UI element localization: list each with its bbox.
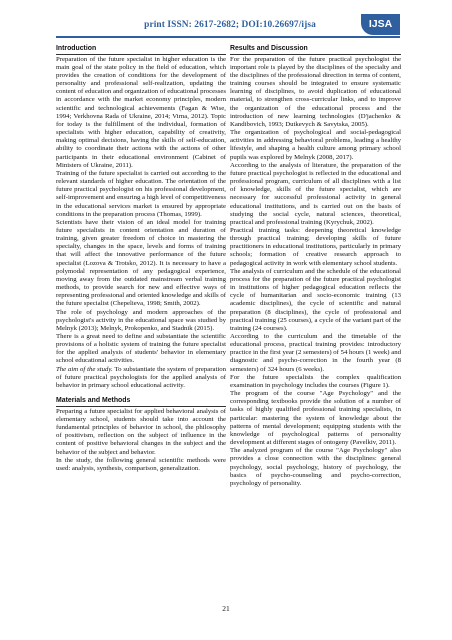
header-rule	[56, 36, 400, 38]
methods-paragraph-2: In the study, the following general scientific methods were used: analysis, synthesis, comparison, generalization.	[56, 456, 226, 472]
results-paragraph-7: For the future specialists the complex qualification examination in psychology includes the courses (Figure 1).	[230, 373, 401, 389]
results-paragraph-4: Practical training tasks: deepening theoretical knowledge through practical training; developing skills of future practitioners in educational institutions, particularly in primary schools; formation of creative research approach to pedagogical activity in work with elementary school students.	[230, 226, 401, 267]
section-gap	[56, 390, 226, 397]
introduction-heading: Introduction	[56, 45, 226, 55]
results-paragraph-1: For the preparation of the future practical psychologist the important role is played by the disciplines of the specialty and the disciplines of the professional direction in terms of content, training courses should be integrated to ensure systematic learning of disciplines, to avoid duplication of educational material, to strengthen cross-curricular links, and to improve the organization of the educational process and the introduction of new learning technologies (D'jachenko & Kandibovich, 1993; Dutkevych & Savytska, 2005).	[230, 55, 401, 128]
aim-text: To substantiate the system of preparation of future practical psychologists for the applied analysis of behavior in primary school educational activity.	[56, 365, 226, 389]
results-discussion-heading: Results and Discussion	[230, 45, 401, 55]
results-paragraph-5: The analysis of curriculum and the schedule of the educational process for the preparation of the future practical psychologist in institutions of higher pedagogical education reflects the cycle of humanitarian and socio-economic training (13 academic disciplines), the cycle of scientific and natural preparation (8 disciplines), the cycle of professional and practical training (25 courses), a cycle of the variant part of the training (24 courses).	[230, 267, 401, 332]
issn-doi-line: print ISSN: 2617-2682; DOI:10.26697/ijsa	[144, 20, 316, 30]
results-paragraph-3: According to the analysis of literature, the preparation of the future practical psychologist is reflected in the educational and professional program, curriculum of all disciplines with a list of knowledge, skills of the future specialist, which are necessary for successful professional activity in general educational institutions, and is carried out on the basis of studying the social cycle, natural sciences, theoretical, practical and professional training (Kyrychuk, 2002).	[230, 161, 401, 226]
results-paragraph-2: The organization of psychological and social-pedagogical activities in addressing behavioral problems, leading a healthy lifestyle, and shaping a health culture among primary school pupils was explored by Melnyk (2008, 2017).	[230, 129, 401, 161]
right-column	[230, 45, 401, 488]
intro-paragraph-3: Scientists have their vision of an ideal model for training future specialists in content orientation and duration of training, given greater freedom of choice in mastering the specialty, changes in the space, levels and forms of training that will affect the innovative performance of the future specialist (Lozova & Trotsko, 2012). It is necessary to have a polymodal representation of any pedagogical experience, moving away from the outdated mainstream verbal training methods, to provide search for new and effective ways of representing professional and oriented knowledge and skills of the future specialist (Chepelieva, 1998; Smith, 2002).	[56, 218, 226, 308]
intro-paragraph-4: The role of psychology and modern approaches of the psychologist's activity in the educational space was studied by Melnyk (2013); Melnyk, Prokopenko, and Stadnik (2015).	[56, 308, 226, 332]
methods-paragraph-1: Preparing a future specialist for applied behavioral analysis of elementary school, students should take into account the fundamental principles of behavior in school, the philosophy of positivism, reflection on the subject of influence in the content of positive behavioral changes in the subject and the behavior of the subject and behavior.	[56, 407, 226, 456]
left-column	[56, 45, 226, 473]
page-number: 21	[222, 604, 230, 613]
materials-methods-heading: Materials and Methods	[56, 397, 226, 407]
aim-paragraph	[56, 366, 226, 390]
intro-paragraph-1: Preparation of the future specialist in higher education is the main goal of the state policy in the field of education, which provides the creation of conditions for the development of personality and professional self-realization, updating the content of education and organization of educational processes in accordance with the market economy principles, modern scientific and technological achievements (Fagan & Wise, 1994; Verkhovna Rada of Ukraine, 2014; Virna, 2012). Topic for today is the fulfillment of the individual, formation of specialists with higher education, capability of creativity, making optimal decisions, having the skills of self-education, ability to coordinate their actions with the actions of other participants in their educational environment (Cabinet of Ministers of Ukraine, 2011).	[56, 55, 226, 169]
results-paragraph-6: According to the curriculum and the timetable of the educational process, practical training provides: introductory practice in the first year (2 semesters) of 54 hours (1 week) and diagnostic and psycho-correction in the fourth year (8 semesters) of 324 hours (6 weeks).	[230, 333, 401, 373]
intro-paragraph-5: There is a great need to define and substantiate the scientific provisions of a holistic system of training the future specialist for the applied analysis of students' behavior in elementary school educational activities.	[56, 333, 226, 365]
results-paragraph-8: The program of the course "Age Psychology" and the corresponding textbooks provide the solution of a number of tasks of highly qualified professional training specialists, in particular: mastering the system of knowledge about the patterns of mental development; equipping students with the knowledge of psychological patterns of personality development at different stages of ontogeny (Pavelkiv, 2011).	[230, 390, 401, 447]
journal-logo: IJSA	[361, 14, 400, 35]
aim-label: The aim of the study.	[56, 365, 113, 373]
results-paragraph-9: The analyzed program of the course "Age Psychology" also provides a close connection with the disciplines: general psychology, social psychology, history of psychology, the basics of psycho-counseling and psycho-correction, psychology of personality.	[230, 447, 401, 487]
intro-paragraph-2: Training of the future specialist is carried out according to the relevant standards of higher education. The orientation of the future practical psychologist on his professional development, self-improvement and ensuring a high level of competitiveness in the educational services market is ensured by appropriate conditions in the preparation process (Thomas, 1999).	[56, 169, 227, 218]
